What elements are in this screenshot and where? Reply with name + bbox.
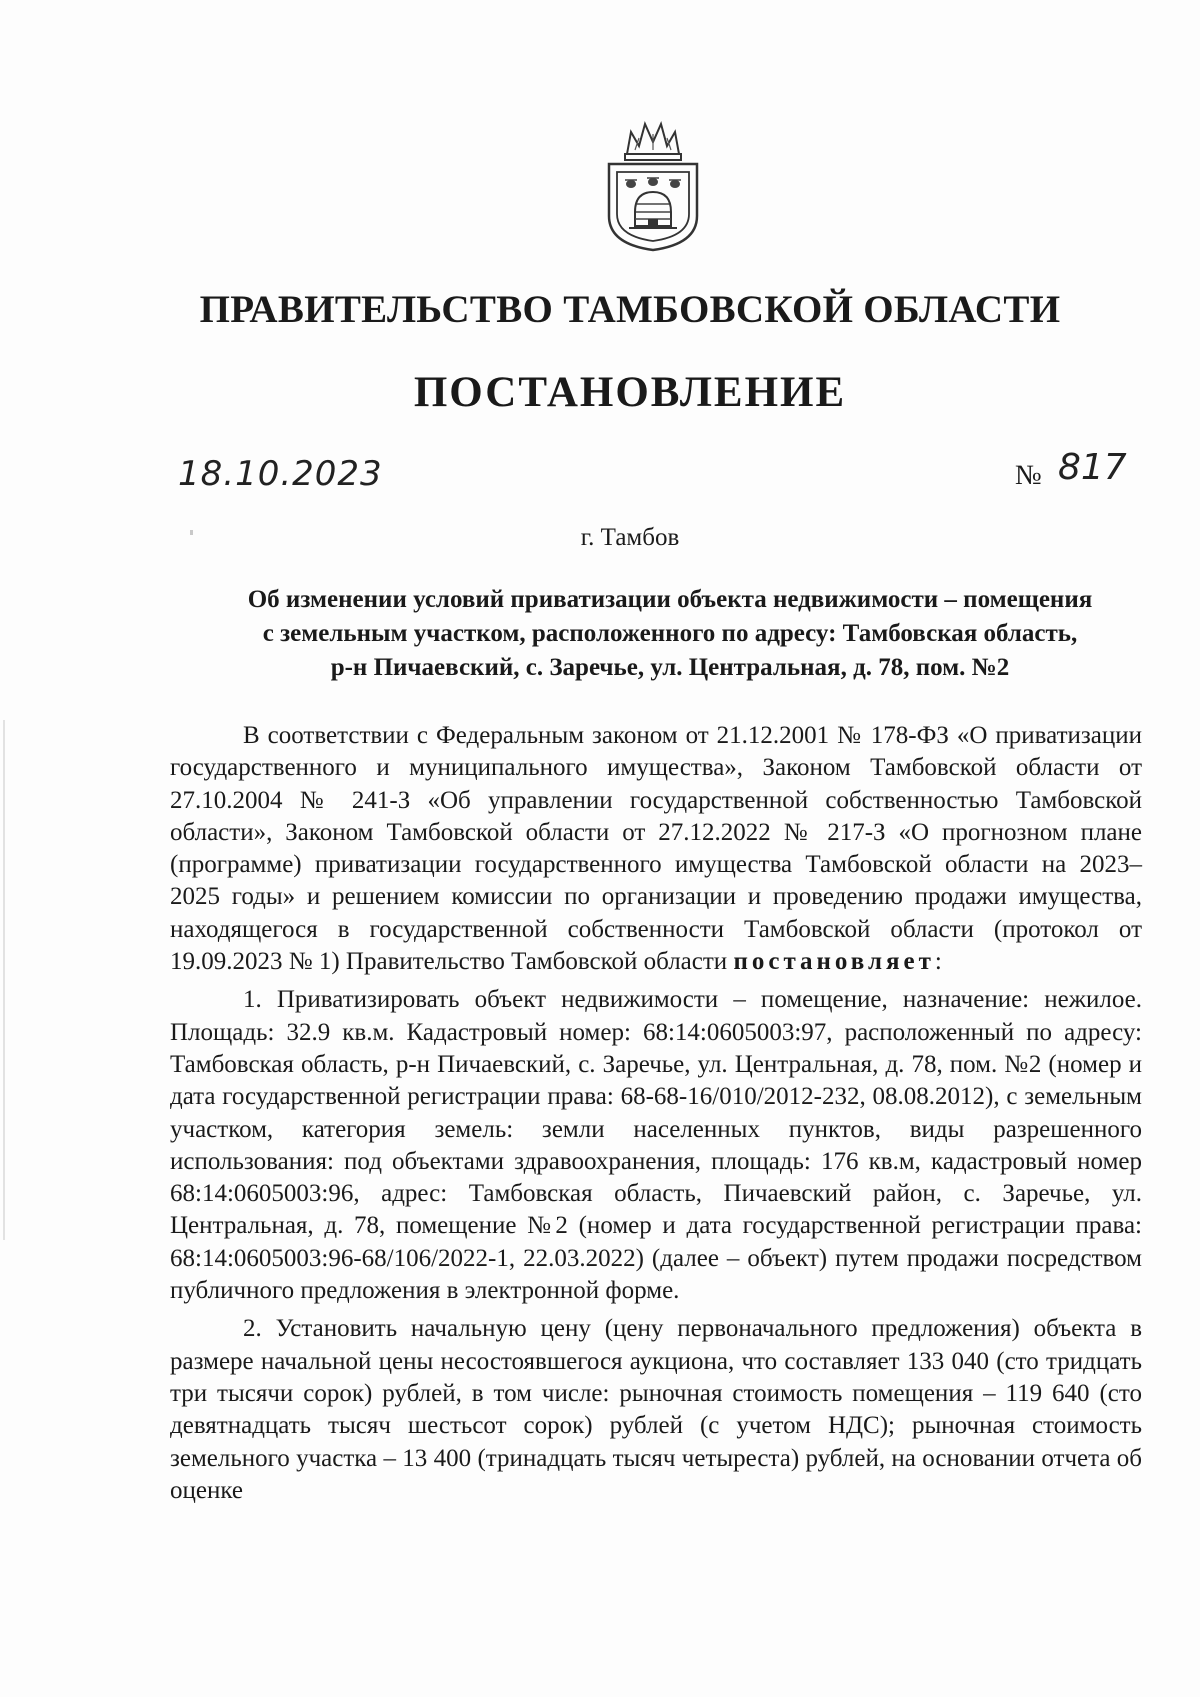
preamble-paragraph (170, 720, 1142, 978)
city: г. Тамбов (580, 524, 680, 551)
document-subject (140, 583, 1140, 685)
number-label: № (1015, 460, 1042, 491)
subject-line: р-н Пичаевский, с. Заречье, ул. Центральная, д. 78, пом. №2 (330, 654, 1010, 681)
subject-line: Об изменении условий приватизации объекта недвижимости – помещения (247, 586, 1093, 613)
document-type: ПОСТАНОВЛЕНИЕ (413, 369, 847, 416)
handwritten-number: 817 (1058, 447, 1127, 488)
resolves-colon: : (934, 948, 942, 976)
item-1-paragraph: 1. Приватизировать объект недвижимости – помещение, назначение: нежилое. Площадь: 32.9 кв.м. Кадастровый номер: 68:14:0605003:97, расположенный по адресу: Тамбовская область, р-н Пичаевский, с. Заречье, ул. Центральная, д. 78, пом. №2 (номер и дата государственной регистрации права: 68-68-16/010/2012-232, 08.08.2012), с земельным участком, категория земель: земли населенных пунктов, виды разрешенного использования: под объектами здравоохранения, площадь: 176 кв.м, кадастровый номер 68:14:0605003:96, адрес: Тамбовская область, Пичаевский район, с. Заречье, ул. Центральная, д. 78, помещение №2 (номер и дата государственной регистрации права: 68:14:0605003:96-68/106/2022-1, 22.03.2022) (далее – объект) путем продажи посредством публичного предложения в электронной форме. (170, 986, 1142, 1305)
preamble-text: В соответствии с Федеральным законом от 21.12.2001 № 178-ФЗ «О приватизации государственного и муниципального имущества», Законом Тамбовской области от 27.10.2004 № 241-З «Об управлении государственной собственностью Тамбовской области», Законом Тамбовской области от 27.12.2022 № 217-З «О прогнозном плане (программе) приватизации государственного имущества Тамбовской области на 2023–2025 годы» и решением комиссии по организации и проведению продажи имущества, находящегося в государственной собственности Тамбовской области (протокол от 19.09.2023 № 1) Правительство Тамбовской области (170, 722, 1142, 976)
subject-line: с земельным участком, расположенного по адресу: Тамбовская область, (262, 620, 1078, 647)
scan-artifact (3, 720, 5, 1240)
coat-of-arms-icon (601, 120, 705, 252)
handwritten-date: 18.10.2023 (178, 454, 383, 494)
resolves-keyword: постановляет (733, 948, 935, 976)
government-name: ПРАВИТЕЛЬСТВО ТАМБОВСКОЙ ОБЛАСТИ (199, 288, 1061, 331)
item-2-paragraph: 2. Установить начальную цену (цену первоначального предложения) объекта в размере начальной цены несостоявшегося аукциона, что составляет 133 040 (сто тридцать три тысячи сорок) рублей, в том числе: рыночная стоимость помещения – 119 640 (сто девятнадцать тысяч шестьсот сорок) рублей (с учетом НДС); рыночная стоимость земельного участка – 13 400 (тринадцать тысяч четыреста) рублей, на основании отчета об оценке (170, 1315, 1142, 1504)
document-body (170, 720, 1142, 1513)
scan-artifact (190, 530, 193, 535)
